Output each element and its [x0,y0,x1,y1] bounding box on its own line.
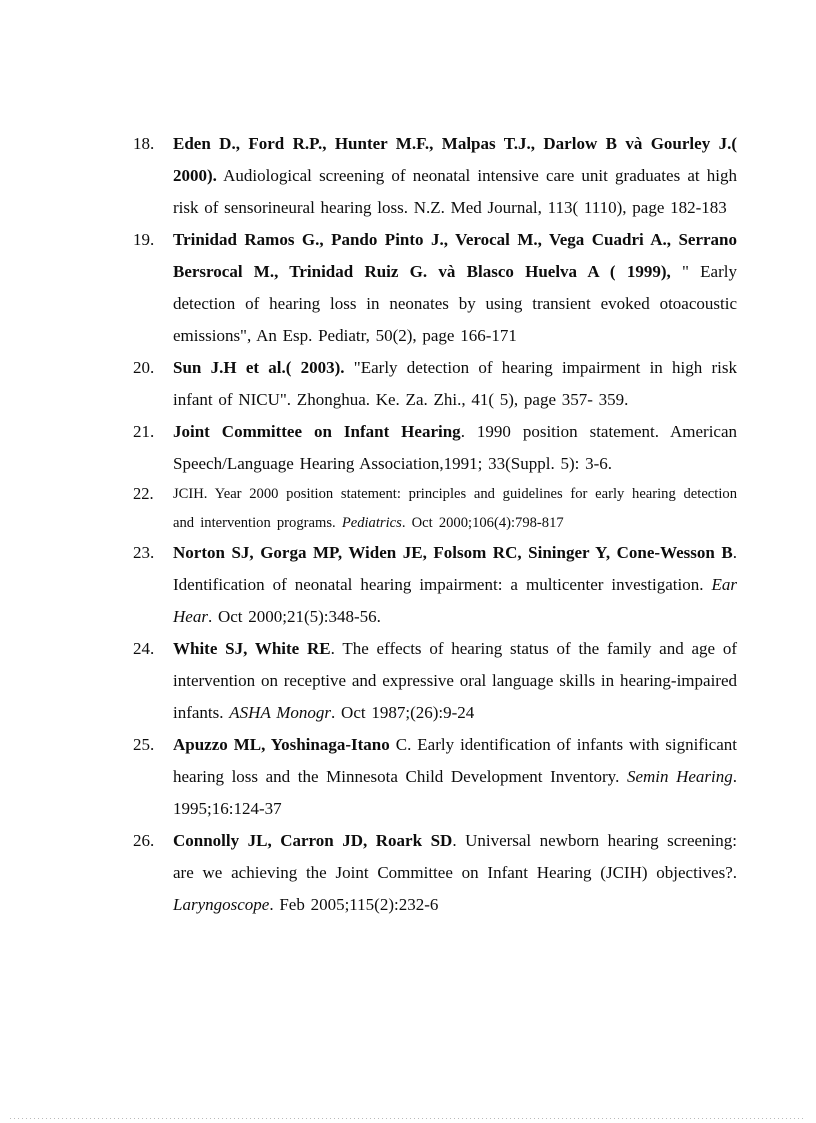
reference-body: " Early detection of hearing loss in neonates by using transient evoked otoacoustic emissions", An Esp. Pediatr, 50(2), page 166-171 [173,262,737,345]
reference-number: 22. [133,484,154,503]
reference-body: Audiological screening of neonatal intensive care unit graduates at high risk of sensorineural hearing loss. N.Z. Med Journal, 113( 1110), page 182-183 [173,166,737,217]
reference-authors: White SJ, White RE [173,639,331,658]
reference-item-19 [133,224,737,352]
reference-citation: . Feb 2005;115(2):232-6 [269,895,439,914]
reference-number: 19. [133,230,155,249]
journal-title: Semin Hearing [626,767,733,786]
reference-authors: Apuzzo ML, Yoshinaga-Itano [173,735,390,754]
reference-body: . Identification of neonatal hearing impairment: a multicenter investigation. [173,543,737,594]
reference-number: 24. [133,639,155,658]
reference-number: 18. [133,134,155,153]
reference-citation: . 1995;16:124-37 [173,767,737,818]
reference-item-20 [133,352,737,416]
reference-authors: Joint Committee on Infant Hearing [173,422,461,441]
reference-body: . Universal newborn hearing screening: are we achieving the Joint Committee on Infant Hearing (JCIH) objectives?. [173,831,737,882]
reference-number: 23. [133,543,155,562]
reference-authors: Connolly JL, Carron JD, Roark SD [173,831,453,850]
reference-number: 26. [133,831,155,850]
reference-item-23 [133,537,737,633]
journal-title: ASHA Monogr [229,703,332,722]
reference-citation: . Oct 1987;(26):9-24 [331,703,475,722]
journal-title: Pediatrics [341,514,402,531]
reference-item-22 [133,480,737,537]
reference-authors: Eden D., Ford R.P., Hunter M.F., Malpas T.J., Darlow B và Gourley J.( 2000). [173,134,737,185]
reference-number: 25. [133,735,155,754]
reference-authors: Trinidad Ramos G., Pando Pinto J., Verocal M., Vega Cuadri A., Serrano Bersrocal M., Trinidad Ruiz G. và Blasco Huelva A ( 1999), [173,230,737,281]
reference-citation: . Oct 2000;21(5):348-56. [207,607,381,626]
reference-item-18 [133,128,737,224]
journal-title: Laryngoscope [173,895,270,914]
reference-authors: Norton SJ, Gorga MP, Widen JE, Folsom RC, Sininger Y, Cone-Wesson B [173,543,733,562]
journal-title: Ear Hear [173,575,737,626]
reference-citation: . Oct 2000;106(4):798-817 [401,514,564,531]
references-list [133,128,737,921]
reference-body: JCIH. Year 2000 position statement: principles and guidelines for early hearing detection and intervention programs. [173,486,737,531]
reference-item-24 [133,633,737,729]
reference-number: 20. [133,358,155,377]
reference-body: . 1990 position statement. American Speech/Language Hearing Association,1991; 33(Suppl. 5): 3-6. [173,422,738,473]
reference-item-26 [133,825,737,921]
reference-number: 21. [133,422,155,441]
reference-authors: Sun J.H et al.( 2003). [173,358,345,377]
reference-body: . The effects of hearing status of the family and age of intervention on receptive and expressive oral language skills in hearing-impaired infants. [173,639,737,722]
reference-body: C. Early identification of infants with significant hearing loss and the Minnesota Child Development Inventory. [173,735,737,786]
reference-item-21 [133,416,737,480]
reference-item-25 [133,729,737,825]
reference-body: "Early detection of hearing impairment in high risk infant of NICU". Zhonghua. Ke. Za. Zhi., 41( 5), page 357- 359. [173,358,737,409]
page-break-dotted-line [10,1117,806,1119]
